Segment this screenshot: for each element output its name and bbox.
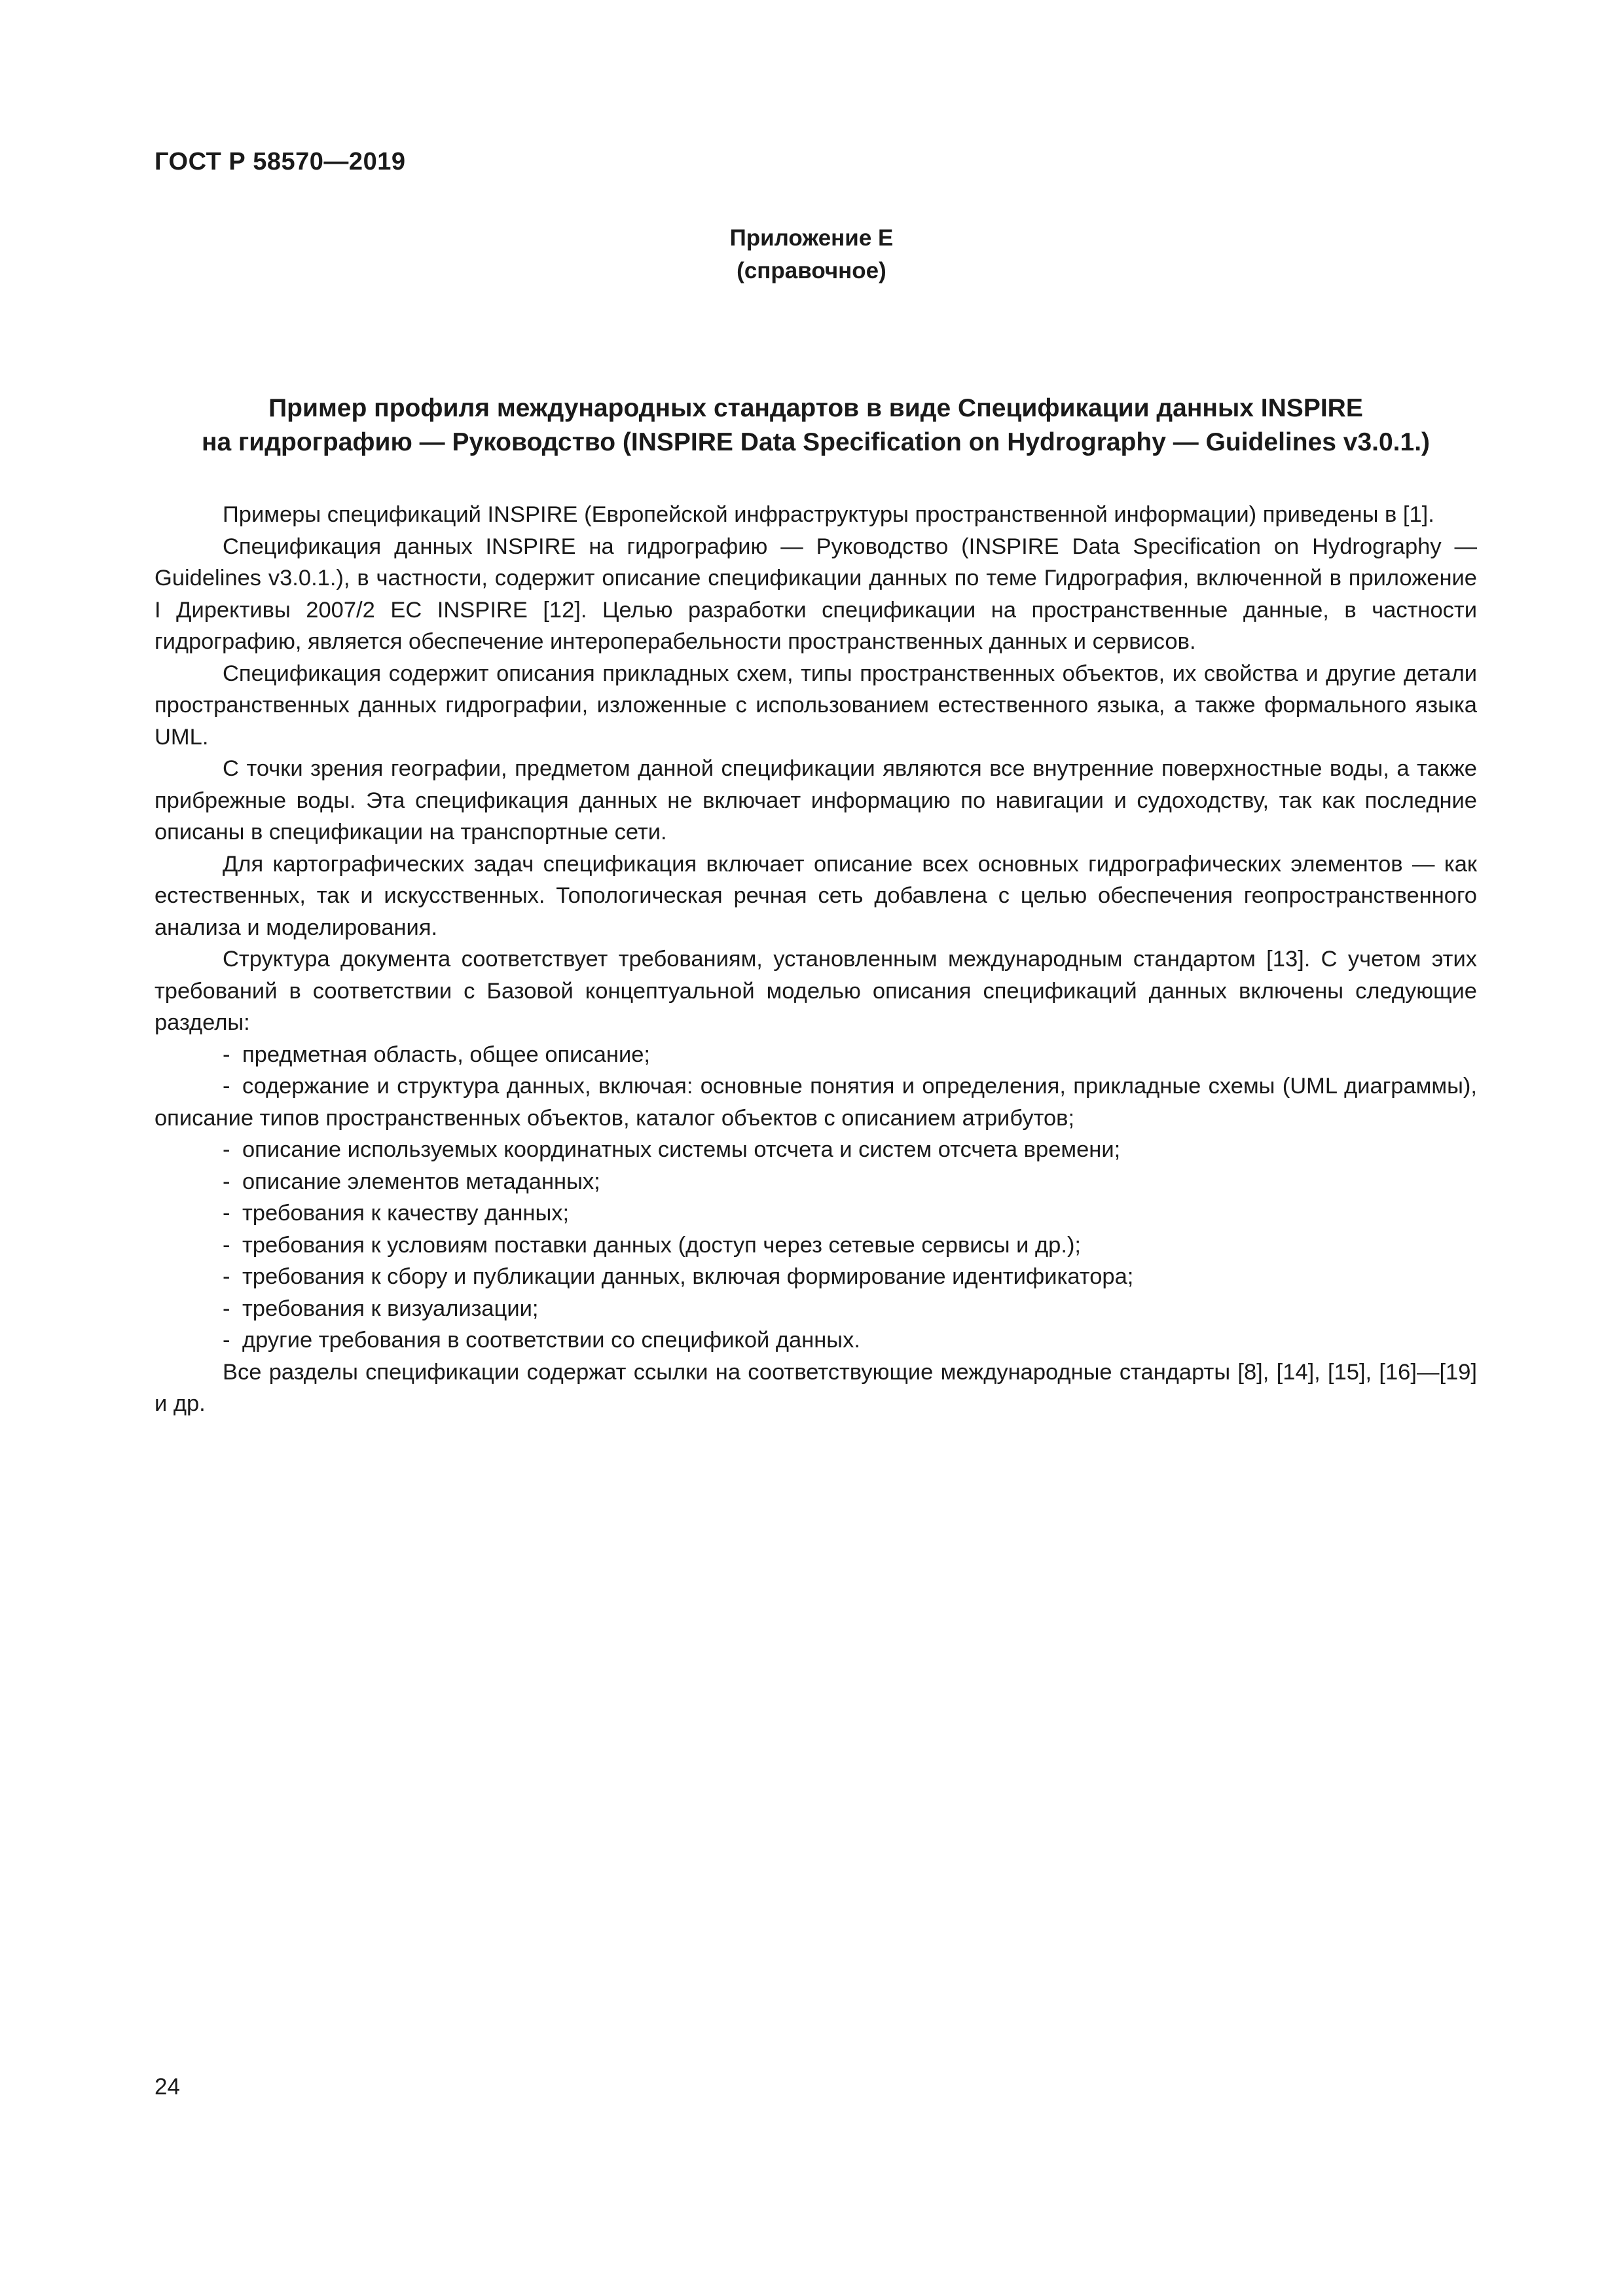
list-item [155,1070,1477,1134]
annex-title: Приложение Е [729,225,894,251]
list-item-text: другие требования в соответствии со спецификой данных. [242,1328,860,1353]
list-dash: - [223,1232,230,1258]
heading-line-2: на гидрографию — Руководство (INSPIRE Data Specification on Hydrography — Guidelines v3.0.1.) [201,428,1431,456]
list-item-text: описание используемых координатных системы отсчета и систем отсчета времени; [242,1137,1121,1162]
paragraph: Для картографических задач спецификация включает описание всех основных гидрографических элементов — как естественных, так и искусственных. Топологическая речная сеть добавлена с целью обеспечения геопространственного анализа и моделирования. [155,851,1477,940]
list-item [155,1134,1477,1166]
paragraph: С точки зрения географии, предметом данной спецификации являются все внутренние поверхностные воды, а также прибрежные воды. Эта спецификация данных не включает информацию по навигации и судоходству, так как последние описаны в спецификации на транспортные сети. [155,756,1477,845]
body-text [155,499,1477,1420]
list-item-text: требования к условиям поставки данных (доступ через сетевые сервисы и др.); [242,1232,1082,1258]
list-dash: - [223,1169,230,1194]
section-heading [155,392,1477,460]
list-dash: - [223,1042,230,1067]
closing-paragraph: Все разделы спецификации содержат ссылки на соответствующие международные стандарты [8], [14], [15], [16]—[19] и др. [155,1359,1477,1416]
list-dash: - [223,1264,230,1289]
list-item [155,1197,1477,1230]
page-number: 24 [155,2074,180,2100]
paragraph: Спецификация содержит описания прикладных схем, типы пространственных объектов, их свойства и другие детали пространственных данных гидрографии, изложенные с использованием естественного языка, а также формального языка UML. [155,661,1477,750]
document-code: ГОСТ Р 58570—2019 [155,148,406,175]
list-item [155,1230,1477,1262]
list-dash: - [223,1074,230,1099]
list-item [155,1039,1477,1071]
list-item-text: предметная область, общее описание; [242,1042,650,1067]
list-item-text: требования к качеству данных; [242,1201,570,1226]
paragraph: Структура документа соответствует требованиям, установленным международным стандартом [13]. С учетом этих требований в соответствии с Базовой концептуальной моделью описания спецификаций данных включены следующие разделы: [155,947,1477,1035]
list-dash: - [223,1137,230,1162]
sections-list [155,1039,1477,1357]
list-item [155,1166,1477,1198]
list-dash: - [223,1328,230,1353]
annex-type: (справочное) [737,258,886,283]
list-dash: - [223,1296,230,1321]
list-item-text: содержание и структура данных, включая: основные понятия и определения, прикладные схемы (UML диаграммы), описание типов пространственных объектов, каталог объектов с описанием атрибутов; [155,1074,1477,1131]
list-dash: - [223,1201,230,1226]
list-item-text: требования к сбору и публикации данных, включая формирование идентификатора; [242,1264,1134,1289]
list-item [155,1324,1477,1357]
paragraph: Примеры спецификаций INSPIRE (Европейской инфраструктуры пространственной информации) приведены в [1]. [223,502,1434,527]
paragraph: Спецификация данных INSPIRE на гидрографию — Руководство (INSPIRE Data Specification on Hydrography — Guidelines v3.0.1.), в частности, содержит описание спецификации данных по теме Гидрография, включенной в приложение I Директивы 2007/2 EC INSPIRE [12]. Целью разработки спецификации на пространственные данные, в частности гидрографию, является обеспечение интероперабельности пространственных данных и сервисов. [155,534,1477,654]
list-item-text: описание элементов метаданных; [242,1169,600,1194]
list-item [155,1293,1477,1325]
list-item-text: требования к визуализации; [242,1296,539,1321]
list-item [155,1261,1477,1293]
heading-line-1: Пример профиля международных стандартов в виде Спецификации данных INSPIRE [268,394,1363,422]
